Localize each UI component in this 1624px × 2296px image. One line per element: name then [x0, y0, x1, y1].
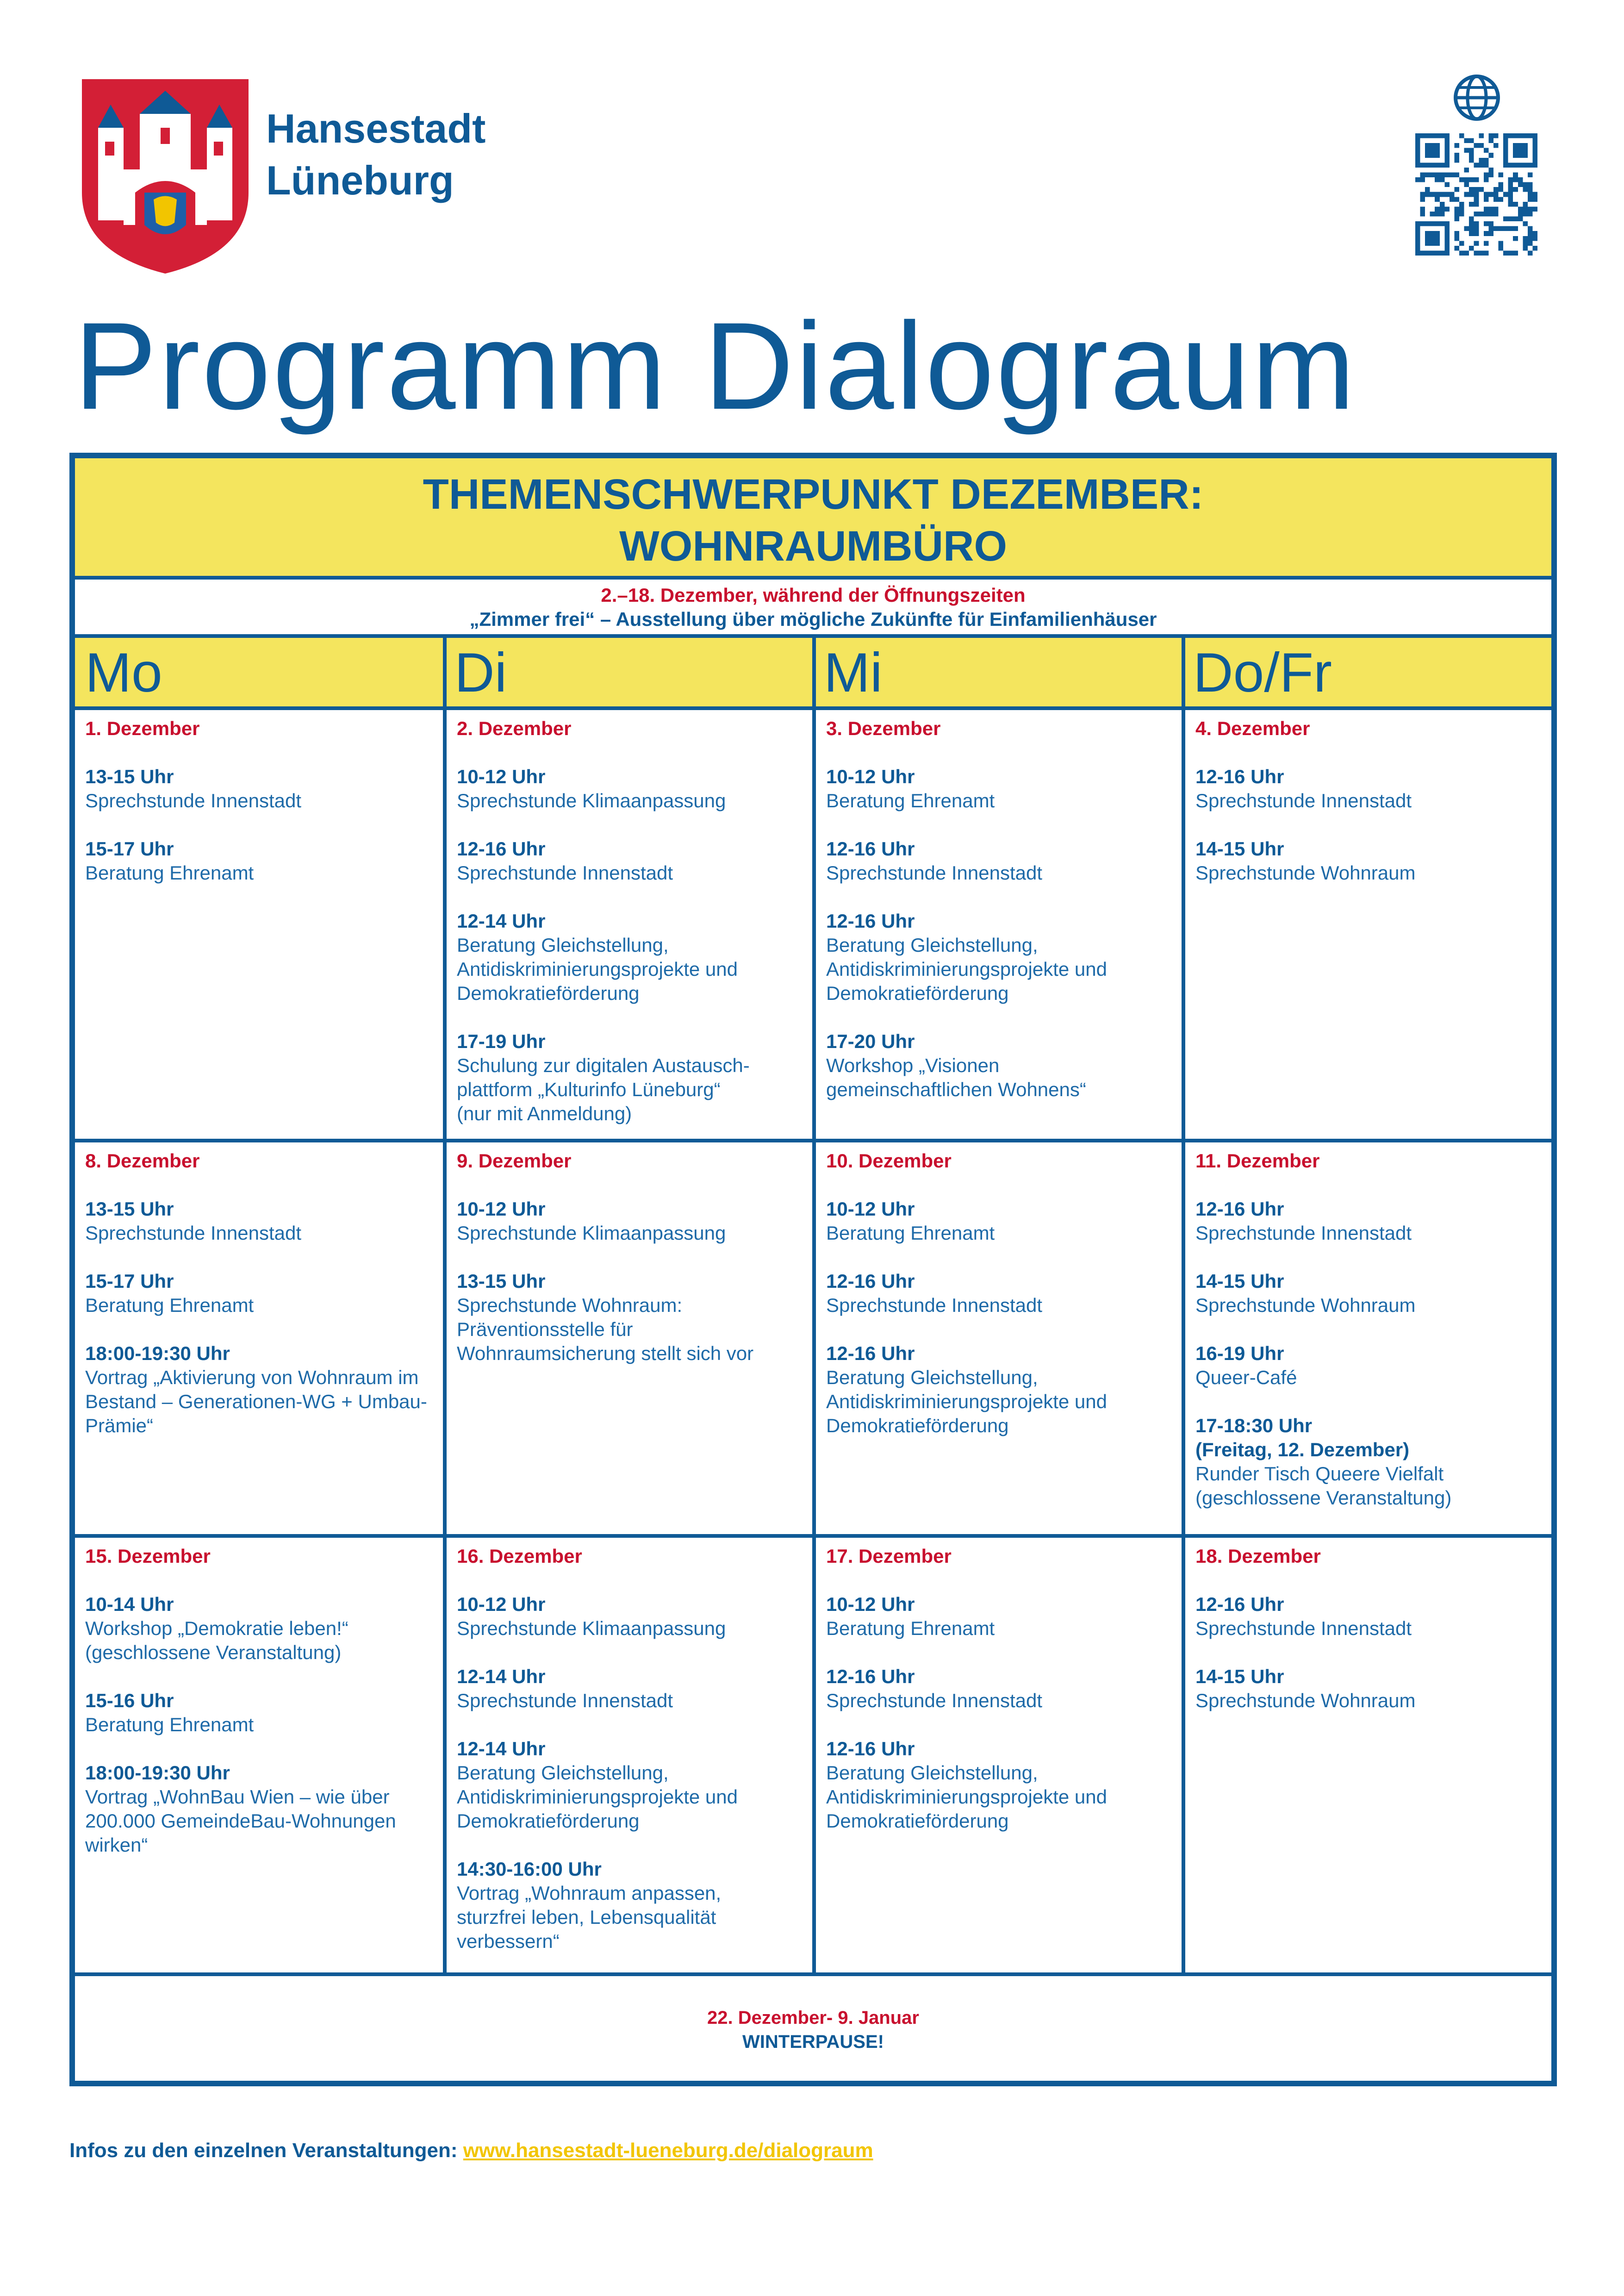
winter-dates: 22. Dezember- 9. Januar	[707, 2008, 919, 2028]
event-description: Vortrag „Aktivierung von Wohnraum im Bestand – Generationen-WG + Umbau- Prämie“	[85, 1366, 427, 1436]
event-time: 12-16 Uhr	[826, 1666, 915, 1687]
event-time: 15-17 Uhr	[85, 1270, 174, 1292]
event-item	[1195, 1414, 1551, 1510]
cell-date: 4. Dezember	[1195, 718, 1310, 739]
day-cell	[1185, 1538, 1551, 1972]
footer-info	[69, 2138, 873, 2164]
event-item	[457, 1592, 812, 1641]
day-cell	[75, 710, 443, 1139]
event-item	[457, 1737, 812, 1833]
day-header-mo: Mo	[75, 634, 444, 710]
event-time: 12-16 Uhr	[1195, 1198, 1284, 1220]
day-cell	[1185, 1142, 1551, 1534]
event-item	[85, 765, 443, 813]
event-description: Beratung Ehrenamt	[85, 862, 254, 884]
day-cell	[816, 1538, 1182, 1972]
event-time: 12-16 Uhr	[826, 1270, 915, 1292]
event-time: 12-16 Uhr	[826, 910, 915, 932]
day-cell	[447, 1538, 812, 1972]
page-title: Programm Dialograum	[74, 296, 1357, 435]
event-item	[826, 1737, 1182, 1833]
event-description: Sprechstunde Innenstadt	[85, 790, 302, 811]
event-item	[826, 1197, 1182, 1245]
event-time: 14:30-16:00 Uhr	[457, 1858, 602, 1880]
event-item	[826, 1269, 1182, 1317]
cell-date: 9. Dezember	[457, 1150, 572, 1172]
event-description: Sprechstunde Innenstadt	[1195, 1222, 1412, 1244]
event-time: 14-15 Uhr	[1195, 1666, 1284, 1687]
event-description: Workshop „Demokratie leben!“ (geschlossene Veranstaltung)	[85, 1617, 348, 1663]
day-header-di: Di	[444, 634, 814, 710]
theme-line1: THEMENSCHWERPUNKT DEZEMBER:	[423, 471, 1204, 518]
event-item	[826, 765, 1182, 813]
event-item	[826, 1665, 1182, 1713]
event-item	[826, 1341, 1182, 1438]
day-cell	[1185, 710, 1551, 1139]
event-time: 15-17 Uhr	[85, 838, 174, 860]
cell-date: 10. Dezember	[826, 1150, 952, 1172]
event-item	[457, 909, 812, 1005]
event-item	[1195, 1665, 1551, 1713]
event-item	[457, 1665, 812, 1713]
event-time: 17-19 Uhr	[457, 1030, 546, 1052]
event-time: 12-16 Uhr	[826, 1342, 915, 1364]
event-item	[85, 1269, 443, 1317]
event-time: 10-12 Uhr	[826, 1198, 915, 1220]
day-cell	[816, 710, 1182, 1139]
event-description: Sprechstunde Klimaanpassung	[457, 1617, 726, 1639]
exhibition-text: „Zimmer frei“ – Ausstellung über mögliche Zukünfte für Einfamilienhäuser	[469, 608, 1157, 630]
winter-text: WINTERPAUSE!	[742, 2032, 884, 2052]
event-item	[457, 1197, 812, 1245]
event-time: 12-16 Uhr	[1195, 766, 1284, 787]
event-description: Sprechstunde Innenstadt	[457, 1690, 673, 1711]
event-description: Sprechstunde Innenstadt	[826, 1294, 1043, 1316]
column-divider	[443, 634, 447, 1974]
event-item	[85, 1341, 443, 1438]
event-description: Beratung Gleichstellung, Antidiskriminierungsprojekte und Demokratieförderung	[457, 1762, 738, 1832]
cell-date: 3. Dezember	[826, 718, 941, 739]
event-description: Sprechstunde Innenstadt	[457, 862, 673, 884]
event-time: 10-12 Uhr	[457, 766, 546, 787]
exhibition-notice	[75, 580, 1551, 634]
event-description: Sprechstunde Klimaanpassung	[457, 790, 726, 811]
event-time: 10-12 Uhr	[826, 766, 915, 787]
day-cell	[816, 1142, 1182, 1534]
event-description: Beratung Gleichstellung, Antidiskriminierungsprojekte und Demokratieförderung	[826, 1366, 1107, 1436]
event-time: 16-19 Uhr	[1195, 1342, 1284, 1364]
event-time: 13-15 Uhr	[85, 1198, 174, 1220]
event-description: Sprechstunde Wohnraum	[1195, 862, 1416, 884]
event-description: Vortrag „Wohnraum anpassen, sturzfrei leben, Lebensqualität verbessern“	[457, 1882, 722, 1952]
event-item	[85, 1197, 443, 1245]
event-item	[457, 1857, 812, 1953]
event-description: Sprechstunde Innenstadt	[1195, 1617, 1412, 1639]
cell-date: 8. Dezember	[85, 1150, 200, 1172]
coat-of-arms-logo	[80, 77, 251, 276]
day-cell	[75, 1538, 443, 1972]
day-cell	[75, 1142, 443, 1534]
event-description: Workshop „Visionen gemeinschaftlichen Wohnens“	[826, 1054, 1086, 1100]
event-description: Sprechstunde Innenstadt	[826, 1690, 1043, 1711]
event-description: Schulung zur digitalen Austausch- plattform „Kulturinfo Lüneburg“ (nur mit Anmeldung)	[457, 1054, 750, 1124]
event-item	[826, 1029, 1182, 1102]
event-item	[457, 1029, 812, 1126]
event-description: Sprechstunde Innenstadt	[1195, 790, 1412, 811]
event-time: 12-16 Uhr	[457, 838, 546, 860]
event-item	[826, 837, 1182, 885]
event-description: Vortrag „WohnBau Wien – wie über 200.000 GemeindeBau-Wohnungen wirken“	[85, 1786, 396, 1856]
event-description: Sprechstunde Wohnraum	[1195, 1294, 1416, 1316]
event-time: 12-16 Uhr	[826, 838, 915, 860]
day-cell	[447, 710, 812, 1139]
event-description: Beratung Ehrenamt	[85, 1714, 254, 1735]
event-description: Beratung Ehrenamt	[826, 790, 995, 811]
event-description: Beratung Gleichstellung, Antidiskriminierungsprojekte und Demokratieförderung	[826, 1762, 1107, 1832]
event-description: Beratung Gleichstellung, Antidiskriminierungsprojekte und Demokratieförderung	[457, 934, 738, 1004]
theme-banner	[75, 458, 1551, 580]
event-item	[85, 1592, 443, 1665]
column-divider	[812, 634, 816, 1974]
footer-link[interactable]: www.hansestadt-lueneburg.de/dialograum	[463, 2139, 873, 2162]
event-time: 12-14 Uhr	[457, 1738, 546, 1759]
event-description: Sprechstunde Wohnraum	[1195, 1690, 1416, 1711]
event-item	[85, 837, 443, 885]
globe-icon	[1453, 74, 1501, 122]
event-item	[457, 837, 812, 885]
event-item	[457, 765, 812, 813]
cell-date: 2. Dezember	[457, 718, 572, 739]
qr-code[interactable]	[1415, 133, 1537, 256]
footer-label: Infos zu den einzelnen Veranstaltungen:	[69, 2139, 458, 2162]
event-description: Queer-Café	[1195, 1366, 1297, 1388]
event-description: Sprechstunde Innenstadt	[826, 862, 1043, 884]
event-item	[1195, 1341, 1551, 1390]
event-time: 17-20 Uhr	[826, 1030, 915, 1052]
brand-name	[266, 103, 485, 206]
event-time: 17-18:30 Uhr (Freitag, 12. Dezember)	[1195, 1415, 1410, 1460]
winter-break	[75, 1974, 1551, 2081]
day-cell	[447, 1142, 812, 1534]
event-time: 10-12 Uhr	[826, 1593, 915, 1615]
event-description: Beratung Ehrenamt	[826, 1617, 995, 1639]
event-time: 12-16 Uhr	[826, 1738, 915, 1759]
theme-line2: WOHNRAUMBÜRO	[619, 523, 1008, 570]
event-description: Beratung Gleichstellung, Antidiskriminierungsprojekte und Demokratieförderung	[826, 934, 1107, 1004]
event-item	[1195, 837, 1551, 885]
event-description: Runder Tisch Queere Vielfalt (geschlossene Veranstaltung)	[1195, 1463, 1452, 1509]
event-time: 13-15 Uhr	[457, 1270, 546, 1292]
cell-date: 18. Dezember	[1195, 1545, 1321, 1567]
cell-date: 15. Dezember	[85, 1545, 211, 1567]
event-description: Beratung Ehrenamt	[826, 1222, 995, 1244]
event-item	[85, 1761, 443, 1857]
event-description: Beratung Ehrenamt	[85, 1294, 254, 1316]
event-time: 18:00-19:30 Uhr	[85, 1342, 230, 1364]
event-description: Sprechstunde Klimaanpassung	[457, 1222, 726, 1244]
cell-date: 16. Dezember	[457, 1545, 582, 1567]
event-item	[826, 909, 1182, 1005]
event-time: 14-15 Uhr	[1195, 838, 1284, 860]
cell-date: 1. Dezember	[85, 718, 200, 739]
event-item	[457, 1269, 812, 1366]
event-item	[826, 1592, 1182, 1641]
column-divider	[1182, 634, 1185, 1974]
event-time: 12-14 Uhr	[457, 1666, 546, 1687]
row-divider	[75, 1534, 1551, 1538]
event-time: 18:00-19:30 Uhr	[85, 1762, 230, 1784]
event-item	[1195, 1269, 1551, 1317]
event-time: 10-12 Uhr	[457, 1593, 546, 1615]
cell-date: 17. Dezember	[826, 1545, 952, 1567]
event-time: 10-12 Uhr	[457, 1198, 546, 1220]
event-time: 14-15 Uhr	[1195, 1270, 1284, 1292]
cell-date: 11. Dezember	[1195, 1150, 1320, 1172]
event-description: Sprechstunde Wohnraum: Präventionsstelle für Wohnraumsicherung stellt sich vor	[457, 1294, 754, 1364]
event-time: 13-15 Uhr	[85, 766, 174, 787]
exhibition-dates: 2.–18. Dezember, während der Öffnungszeiten	[601, 584, 1026, 606]
day-header-mi: Mi	[814, 634, 1183, 710]
event-item	[1195, 1197, 1551, 1245]
program-table	[69, 453, 1557, 2086]
event-time: 12-16 Uhr	[1195, 1593, 1284, 1615]
event-time: 12-14 Uhr	[457, 910, 546, 932]
event-description: Sprechstunde Innenstadt	[85, 1222, 302, 1244]
row-divider	[75, 1139, 1551, 1142]
day-header-dofr: Do/Fr	[1183, 634, 1551, 710]
event-time: 15-16 Uhr	[85, 1690, 174, 1711]
event-item	[85, 1689, 443, 1737]
event-item	[1195, 1592, 1551, 1641]
brand-line1: Hansestadt	[266, 106, 486, 151]
event-item	[1195, 765, 1551, 813]
event-time: 10-14 Uhr	[85, 1593, 174, 1615]
brand-line2: Lüneburg	[266, 157, 454, 203]
